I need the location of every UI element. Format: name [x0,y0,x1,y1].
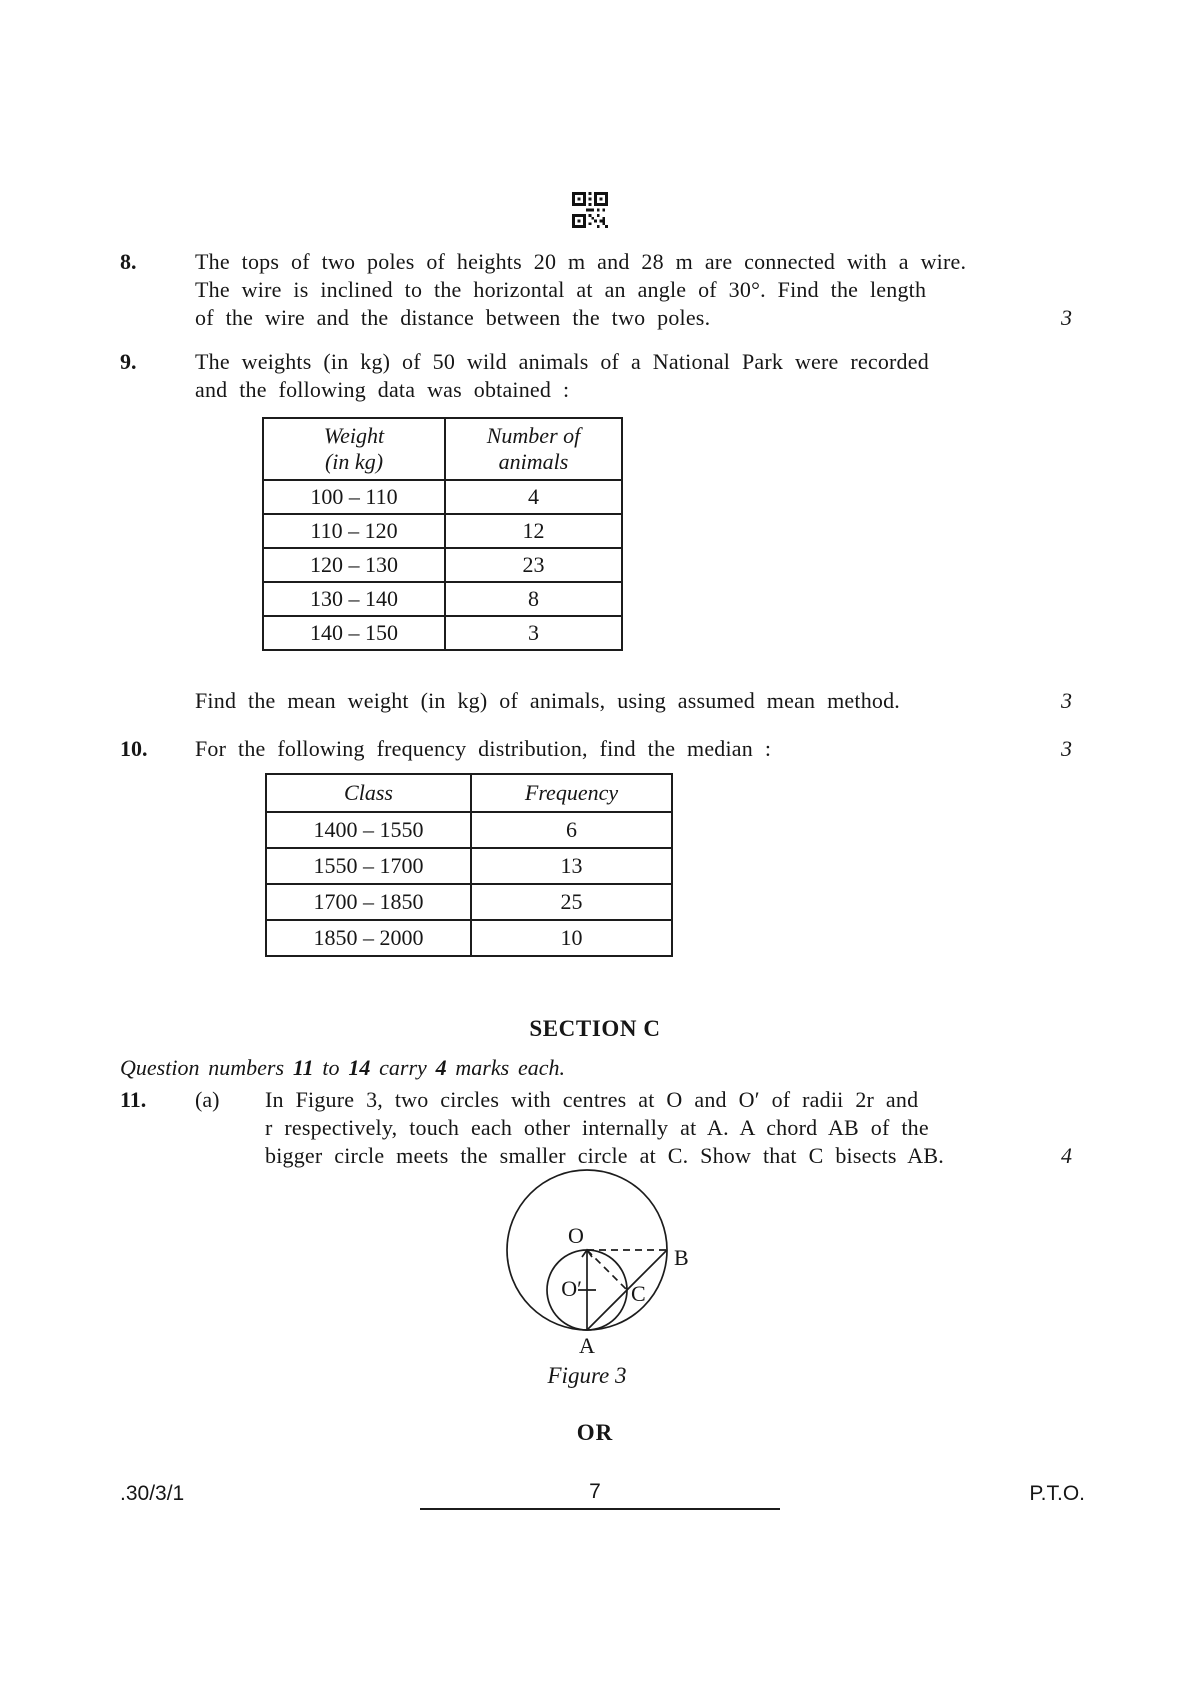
table-row: 120 – 130 23 [263,548,622,582]
section-c-heading: SECTION C [529,1016,661,1041]
frequency-column-header: Frequency [471,774,672,812]
question-11-number: 11. [120,1087,147,1112]
page-number: 7 [589,1480,601,1503]
question-8-text: The tops of two poles of heights 20 m and 28 m are connected with a wire. The wire is inclined to the horizontal at an angle of 30°. Find the length of the wire and the distance between the two poles. [195,249,967,330]
table-row: 110 – 120 12 [263,514,622,548]
question-9-marks: 3 [1061,688,1072,713]
question-9-followup: Find the mean weight (in kg) of animals, using assumed mean method. [195,688,900,713]
table-header-row [266,774,672,812]
label-b: B [674,1245,689,1270]
qr-code-icon [572,192,608,228]
page-number-underline [420,1508,780,1510]
figure-3-caption: Figure 3 [547,1363,627,1388]
class-frequency-table [265,773,673,957]
paper-code: .30/3/1 [120,1482,185,1505]
question-11-part-a: (a) [195,1087,220,1112]
table-row: 1850 – 2000 10 [266,920,672,956]
table-row: 1400 – 1550 6 [266,812,672,848]
question-10-number: 10. [120,736,148,761]
table-row: 100 – 110 4 [263,480,622,514]
question-9-number: 9. [120,349,137,374]
table-row: 1700 – 1850 25 [266,884,672,920]
question-8-marks: 3 [1061,305,1072,330]
class-column-header: Class [266,774,471,812]
table-row: 1550 – 1700 13 [266,848,672,884]
question-11-marks: 4 [1061,1143,1072,1168]
figure-3-diagram [462,1163,712,1363]
question-10-marks: 3 [1061,736,1072,761]
label-o-prime: O′ [561,1276,582,1301]
or-divider: OR [576,1420,614,1445]
question-10-text: For the following frequency distribution, find the median : [195,736,772,761]
question-8-number: 8. [120,249,137,274]
table-header-row [263,418,622,480]
section-c-note: Question numbers 11 to 14 carry 4 marks each. [120,1055,566,1080]
label-a: A [579,1333,595,1358]
weight-column-header: Weight (in kg) [263,418,445,480]
question-9-text: The weights (in kg) of 50 wild animals of a National Park were recorded and the following data was obtained : [195,349,929,402]
question-11-text: In Figure 3, two circles with centres at O and O′ of radii 2r and r respectively, touch each other internally at A. A chord AB of the bigger circle meets the smaller circle at C. Show that C bisects AB. [265,1087,944,1168]
pto-label: P.T.O. [1029,1482,1085,1505]
animals-column-header: Number of animals [445,418,622,480]
weights-frequency-table [262,417,623,651]
label-o: O [568,1223,584,1248]
table-row: 140 – 150 3 [263,616,622,650]
label-c: C [631,1281,646,1306]
table-row: 130 – 140 8 [263,582,622,616]
